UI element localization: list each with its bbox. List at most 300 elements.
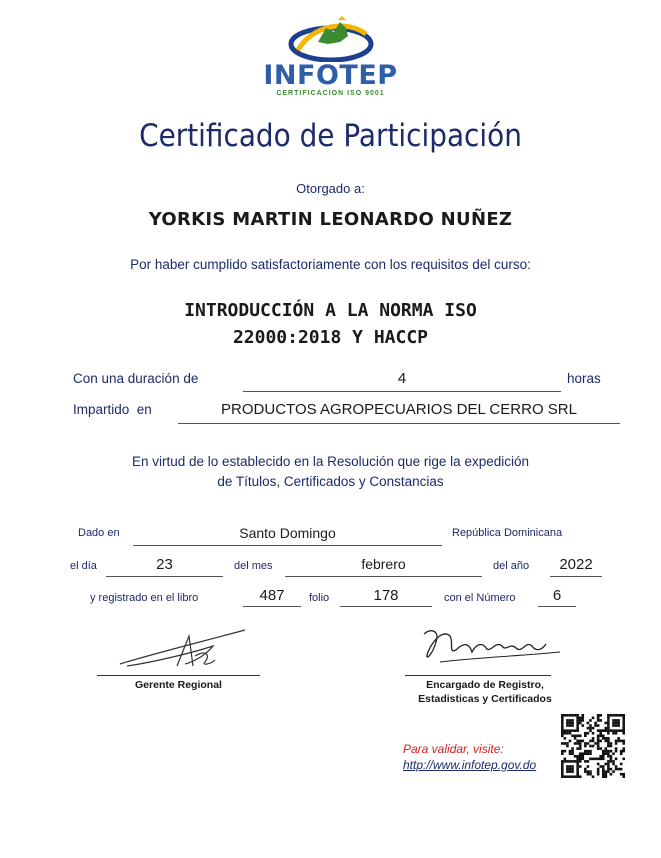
qr-module xyxy=(592,758,595,761)
qr-module xyxy=(605,750,608,753)
qr-module xyxy=(605,770,608,773)
qr-module xyxy=(607,745,610,748)
qr-module xyxy=(607,742,610,745)
month-underline xyxy=(285,576,482,577)
qr-module xyxy=(581,752,584,755)
qr-module xyxy=(620,740,623,743)
qr-module xyxy=(566,729,569,732)
duration-value: 4 xyxy=(397,370,407,387)
course-line-2: 22000:2018 Y HACCP xyxy=(232,327,429,348)
qr-module xyxy=(605,747,608,750)
qr-module xyxy=(597,714,600,717)
qr-module xyxy=(605,763,608,766)
qr-module xyxy=(617,740,620,743)
qr-module xyxy=(615,714,618,717)
qr-module xyxy=(576,770,579,773)
qr-module xyxy=(617,729,620,732)
qr-module xyxy=(617,768,620,771)
qr-module xyxy=(602,734,605,737)
qr-module xyxy=(579,760,582,763)
qr-module xyxy=(569,775,572,778)
qr-module xyxy=(594,742,597,745)
qr-module xyxy=(569,768,572,771)
qr-module xyxy=(597,768,600,771)
qr-module xyxy=(571,765,574,768)
qr-module xyxy=(597,729,600,732)
qr-module xyxy=(566,742,569,745)
qr-module xyxy=(584,752,587,755)
qr-module xyxy=(574,742,577,745)
qr-module xyxy=(615,719,618,722)
right-signature-title xyxy=(390,678,580,706)
qr-code-icon[interactable] xyxy=(561,714,625,778)
qr-module xyxy=(571,714,574,717)
qr-module xyxy=(605,775,608,778)
qr-module xyxy=(594,722,597,725)
qr-module xyxy=(561,722,564,725)
qr-module xyxy=(561,760,564,763)
qr-module xyxy=(561,719,564,722)
qr-module xyxy=(607,732,610,735)
qr-module xyxy=(587,742,590,745)
day-underline xyxy=(106,576,223,577)
qr-module xyxy=(587,773,590,776)
qr-module xyxy=(587,722,590,725)
qr-module xyxy=(620,750,623,753)
right-signature-title-line-2: Estadisticas y Certificados xyxy=(418,693,552,705)
qr-module xyxy=(574,714,577,717)
qr-module xyxy=(571,729,574,732)
qr-module xyxy=(589,727,592,730)
qr-module xyxy=(610,755,613,758)
qr-module xyxy=(561,768,564,771)
qr-module xyxy=(602,737,605,740)
given-label: Dado en xyxy=(78,527,120,539)
qr-module xyxy=(569,732,572,735)
qr-module xyxy=(579,758,582,761)
qr-module xyxy=(612,714,615,717)
qr-module xyxy=(622,742,625,745)
qr-module xyxy=(589,724,592,727)
qr-module xyxy=(615,740,618,743)
qr-module xyxy=(584,745,587,748)
qr-module xyxy=(564,758,567,761)
qr-module xyxy=(584,768,587,771)
qr-module xyxy=(579,722,582,725)
qr-module xyxy=(571,734,574,737)
qr-module xyxy=(615,758,618,761)
qr-module xyxy=(602,775,605,778)
qr-module xyxy=(597,770,600,773)
qr-module xyxy=(564,732,567,735)
qr-module xyxy=(622,732,625,735)
qr-module xyxy=(617,737,620,740)
qr-module xyxy=(610,745,613,748)
qr-module xyxy=(587,752,590,755)
qr-module xyxy=(589,770,592,773)
qr-module xyxy=(566,768,569,771)
qr-module xyxy=(615,750,618,753)
number-underline xyxy=(538,606,576,607)
qr-module xyxy=(589,750,592,753)
qr-module xyxy=(607,722,610,725)
qr-module xyxy=(607,750,610,753)
qr-module xyxy=(564,742,567,745)
qr-module xyxy=(561,724,564,727)
month-label: del mes xyxy=(234,560,273,572)
day-value: 23 xyxy=(156,556,173,573)
qr-module xyxy=(574,775,577,778)
qr-module xyxy=(602,752,605,755)
qr-module xyxy=(607,727,610,730)
qr-module xyxy=(602,729,605,732)
qr-module xyxy=(587,727,590,730)
qr-module xyxy=(566,714,569,717)
qr-module xyxy=(592,775,595,778)
qr-module xyxy=(612,729,615,732)
qr-module xyxy=(597,724,600,727)
qr-module xyxy=(622,717,625,720)
right-signature-title-line-1: Encargado de Registro, xyxy=(426,679,544,691)
qr-module xyxy=(584,732,587,735)
qr-module xyxy=(581,755,584,758)
qr-module xyxy=(610,760,613,763)
qr-module xyxy=(589,773,592,776)
qr-module xyxy=(574,755,577,758)
qr-module xyxy=(622,775,625,778)
qr-module xyxy=(605,722,608,725)
qr-module xyxy=(599,765,602,768)
qr-module xyxy=(610,742,613,745)
qr-module xyxy=(607,760,610,763)
qr-module xyxy=(599,729,602,732)
qr-module xyxy=(587,765,590,768)
number-label: con el Número xyxy=(444,592,516,604)
qr-module xyxy=(561,742,564,745)
qr-module xyxy=(615,724,618,727)
infotep-emblem-icon xyxy=(288,14,374,62)
qr-module xyxy=(569,714,572,717)
qr-module xyxy=(564,737,567,740)
qr-module xyxy=(576,740,579,743)
qr-module xyxy=(612,732,615,735)
qr-module xyxy=(569,722,572,725)
qr-module xyxy=(592,717,595,720)
qr-module xyxy=(602,755,605,758)
qr-module xyxy=(581,714,584,717)
qr-module xyxy=(592,727,595,730)
qr-module xyxy=(602,750,605,753)
qr-module xyxy=(620,729,623,732)
qr-module xyxy=(569,729,572,732)
qr-module xyxy=(579,765,582,768)
qr-module xyxy=(589,740,592,743)
qr-module xyxy=(561,752,564,755)
qr-module xyxy=(569,770,572,773)
qr-module xyxy=(576,717,579,720)
qr-module xyxy=(561,773,564,776)
qr-module xyxy=(561,770,564,773)
qr-module xyxy=(612,724,615,727)
qr-module xyxy=(615,765,618,768)
resolution-text xyxy=(0,452,661,492)
qr-module xyxy=(561,750,564,753)
number-value: 6 xyxy=(552,587,562,604)
qr-module xyxy=(610,729,613,732)
qr-module xyxy=(597,734,600,737)
qr-module xyxy=(592,740,595,743)
qr-module xyxy=(576,727,579,730)
qr-module xyxy=(579,717,582,720)
qr-module xyxy=(617,724,620,727)
regional-manager-signature-icon xyxy=(115,626,250,671)
qr-module xyxy=(612,722,615,725)
qr-module xyxy=(571,770,574,773)
qr-module xyxy=(584,734,587,737)
qr-module xyxy=(564,714,567,717)
qr-module xyxy=(574,734,577,737)
qr-module xyxy=(579,742,582,745)
qr-module xyxy=(574,737,577,740)
qr-module xyxy=(576,768,579,771)
taught-underline xyxy=(178,423,620,424)
taught-label: Impartido en xyxy=(73,402,152,417)
qr-module xyxy=(566,719,569,722)
duration-unit: horas xyxy=(567,371,601,386)
qr-module xyxy=(599,740,602,743)
qr-module xyxy=(561,732,564,735)
qr-module xyxy=(602,770,605,773)
course-line-1: INTRODUCCIÓN A LA NORMA ISO xyxy=(184,300,477,321)
qr-module xyxy=(607,724,610,727)
right-signature-line xyxy=(405,675,551,676)
qr-module xyxy=(597,742,600,745)
registrar-signature-icon xyxy=(410,622,570,670)
qr-module xyxy=(605,740,608,743)
certificate-title: Certificado de Participación xyxy=(139,118,522,154)
qr-module xyxy=(615,747,618,750)
qr-module xyxy=(566,770,569,773)
qr-module xyxy=(597,745,600,748)
qr-module xyxy=(622,722,625,725)
qr-module xyxy=(561,775,564,778)
qr-module xyxy=(569,724,572,727)
qr-module xyxy=(564,775,567,778)
qr-module xyxy=(599,747,602,750)
qr-module xyxy=(607,714,610,717)
left-signature-title: Gerente Regional xyxy=(135,679,222,691)
qr-module xyxy=(571,722,574,725)
qr-module xyxy=(605,729,608,732)
qr-module xyxy=(617,722,620,725)
qr-module xyxy=(584,742,587,745)
qr-module xyxy=(599,758,602,761)
qr-module xyxy=(605,773,608,776)
qr-module xyxy=(599,734,602,737)
qr-module xyxy=(605,752,608,755)
year-underline xyxy=(550,576,602,577)
qr-module xyxy=(622,727,625,730)
qr-module xyxy=(594,758,597,761)
qr-module xyxy=(587,770,590,773)
given-underline xyxy=(133,545,442,546)
qr-module xyxy=(607,765,610,768)
qr-module xyxy=(576,775,579,778)
qr-module xyxy=(610,750,613,753)
qr-module xyxy=(610,758,613,761)
qr-module xyxy=(589,758,592,761)
qr-module xyxy=(579,755,582,758)
qr-module xyxy=(566,745,569,748)
qr-module xyxy=(605,727,608,730)
qr-module xyxy=(571,724,574,727)
qr-module xyxy=(566,760,569,763)
qr-module xyxy=(597,719,600,722)
qr-module xyxy=(571,719,574,722)
qr-module xyxy=(581,758,584,761)
qr-module xyxy=(569,719,572,722)
qr-module xyxy=(561,727,564,730)
qr-module xyxy=(622,747,625,750)
qr-module xyxy=(589,729,592,732)
qr-module xyxy=(602,765,605,768)
qr-module xyxy=(579,734,582,737)
qr-module xyxy=(561,729,564,732)
qr-module xyxy=(620,773,623,776)
qr-module xyxy=(622,740,625,743)
qr-module xyxy=(566,732,569,735)
folio-label: folio xyxy=(309,592,330,604)
qr-module xyxy=(597,717,600,720)
qr-module xyxy=(589,745,592,748)
year-label: del año xyxy=(493,560,530,572)
qr-module xyxy=(564,729,567,732)
validation-text: Para validar, visite: xyxy=(403,742,504,756)
folio-value: 178 xyxy=(373,587,399,604)
qr-module xyxy=(576,734,579,737)
qr-module xyxy=(564,760,567,763)
qr-module xyxy=(579,775,582,778)
qr-module xyxy=(607,768,610,771)
qr-module xyxy=(581,717,584,720)
qr-module xyxy=(561,734,564,737)
qr-module xyxy=(597,740,600,743)
qr-module xyxy=(597,763,600,766)
book-label: y registrado en el libro xyxy=(90,592,199,604)
year-value: 2022 xyxy=(559,556,593,573)
qr-module xyxy=(599,732,602,735)
qr-module xyxy=(566,765,569,768)
qr-module xyxy=(615,732,618,735)
qr-module xyxy=(571,775,574,778)
qr-module xyxy=(589,719,592,722)
qr-module xyxy=(607,717,610,720)
qr-module xyxy=(589,752,592,755)
resolution-line-1: En virtud de lo establecido en la Resolución que rige la expedición xyxy=(131,454,529,469)
qr-module xyxy=(610,714,613,717)
qr-module xyxy=(612,770,615,773)
qr-module xyxy=(597,773,600,776)
qr-module xyxy=(579,752,582,755)
requirements-text: Por haber cumplido satisfactoriamente con los requisitos del curso: xyxy=(130,257,531,272)
qr-module xyxy=(610,768,613,771)
recipient-name: YORKIS MARTIN LEONARDO NUÑEZ xyxy=(148,209,513,230)
qr-module xyxy=(576,765,579,768)
qr-module xyxy=(599,755,602,758)
qr-module xyxy=(576,714,579,717)
qr-module xyxy=(594,724,597,727)
qr-module xyxy=(561,765,564,768)
qr-module xyxy=(579,747,582,750)
qr-module xyxy=(581,719,584,722)
qr-module xyxy=(622,714,625,717)
qr-module xyxy=(571,752,574,755)
left-signature-line xyxy=(97,675,260,676)
qr-module xyxy=(579,740,582,743)
qr-module xyxy=(592,737,595,740)
qr-module xyxy=(592,732,595,735)
qr-module xyxy=(607,719,610,722)
qr-module xyxy=(622,773,625,776)
qr-module xyxy=(561,714,564,717)
qr-module xyxy=(587,750,590,753)
qr-module xyxy=(615,722,618,725)
qr-module xyxy=(584,770,587,773)
qr-module xyxy=(607,752,610,755)
validation-link[interactable]: http://www.infotep.gov.do xyxy=(403,758,537,772)
folio-underline xyxy=(340,606,432,607)
qr-module xyxy=(569,765,572,768)
qr-module xyxy=(607,770,610,773)
qr-module xyxy=(576,742,579,745)
qr-module xyxy=(579,719,582,722)
qr-module xyxy=(584,760,587,763)
qr-module xyxy=(612,719,615,722)
qr-module xyxy=(579,745,582,748)
qr-module xyxy=(615,742,618,745)
qr-module xyxy=(564,750,567,753)
qr-module xyxy=(597,758,600,761)
qr-module xyxy=(615,729,618,732)
duration-label: Con una duración de xyxy=(73,371,199,386)
qr-module xyxy=(576,760,579,763)
qr-module xyxy=(571,768,574,771)
qr-module xyxy=(576,758,579,761)
logo-tagline: CERTIFICACION ISO 9001 xyxy=(276,90,385,97)
qr-module xyxy=(607,763,610,766)
qr-module xyxy=(620,768,623,771)
qr-module xyxy=(566,722,569,725)
resolution-line-2: de Títulos, Certificados y Constancias xyxy=(217,474,444,489)
qr-module xyxy=(612,760,615,763)
qr-module xyxy=(566,775,569,778)
qr-module xyxy=(576,773,579,776)
qr-module xyxy=(620,752,623,755)
qr-module xyxy=(597,737,600,740)
qr-module xyxy=(561,763,564,766)
qr-module xyxy=(602,773,605,776)
course-name xyxy=(0,297,661,351)
qr-module xyxy=(576,763,579,766)
qr-module xyxy=(607,729,610,732)
given-city: Santo Domingo xyxy=(239,525,336,541)
qr-module xyxy=(576,722,579,725)
qr-module xyxy=(597,747,600,750)
qr-module xyxy=(622,750,625,753)
qr-module xyxy=(622,719,625,722)
book-value: 487 xyxy=(259,587,285,604)
qr-module xyxy=(602,758,605,761)
